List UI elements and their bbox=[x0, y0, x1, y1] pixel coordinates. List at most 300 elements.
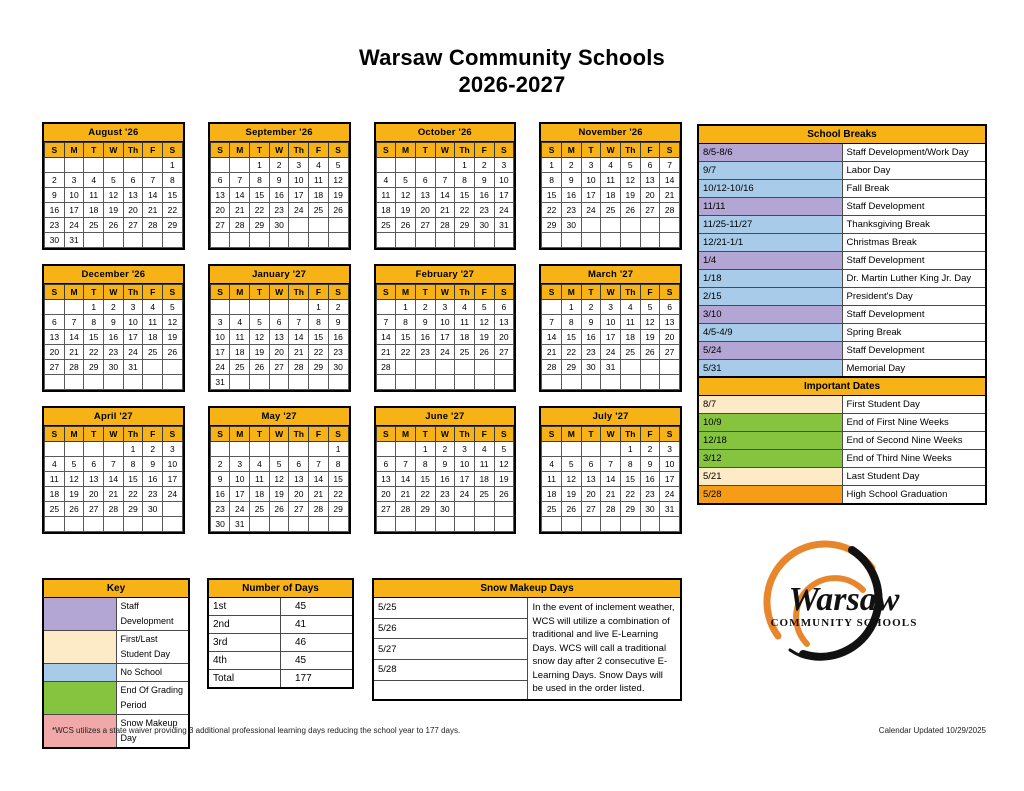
day-cell-empty bbox=[640, 218, 660, 233]
table-row bbox=[698, 432, 986, 450]
day-cell: 27 bbox=[210, 218, 230, 233]
week-row bbox=[210, 315, 348, 330]
key-label: Snow Makeup Day bbox=[116, 715, 189, 749]
days-period-label: 1st bbox=[208, 598, 281, 616]
day-cell-empty bbox=[104, 442, 124, 457]
day-cell-empty bbox=[561, 375, 581, 390]
day-cell: 13 bbox=[289, 472, 309, 487]
weekday-header-1: M bbox=[230, 285, 250, 300]
day-cell: 17 bbox=[210, 345, 230, 360]
weekday-header-2: T bbox=[581, 285, 601, 300]
day-cell: 2 bbox=[143, 442, 163, 457]
day-cell: 3 bbox=[289, 158, 309, 173]
day-cell-empty bbox=[640, 360, 660, 375]
day-cell: 7 bbox=[660, 158, 680, 173]
day-cell: 27 bbox=[660, 345, 680, 360]
day-cell: 18 bbox=[620, 330, 640, 345]
weekday-header-3: W bbox=[269, 427, 289, 442]
day-cell-empty bbox=[376, 233, 396, 248]
weekday-header-0: S bbox=[376, 285, 396, 300]
day-cell: 8 bbox=[250, 173, 270, 188]
weekday-header-2: T bbox=[581, 143, 601, 158]
week-row bbox=[45, 218, 183, 233]
day-cell-empty bbox=[104, 158, 124, 173]
day-cell: 24 bbox=[581, 203, 601, 218]
key-legend-table bbox=[42, 578, 190, 749]
day-cell: 16 bbox=[435, 472, 455, 487]
weekday-header-3: W bbox=[435, 285, 455, 300]
day-cell: 8 bbox=[396, 315, 416, 330]
day-cell: 4 bbox=[376, 173, 396, 188]
day-cell-empty bbox=[601, 375, 621, 390]
day-cell: 3 bbox=[601, 300, 621, 315]
day-cell: 12 bbox=[104, 188, 124, 203]
key-row bbox=[43, 664, 189, 682]
day-cell: 6 bbox=[269, 315, 289, 330]
important-dates-body bbox=[698, 396, 986, 505]
day-cell: 18 bbox=[143, 330, 163, 345]
day-cell: 13 bbox=[269, 330, 289, 345]
month-title: February '27 bbox=[376, 266, 515, 284]
day-cell-empty bbox=[84, 233, 104, 248]
week-row bbox=[542, 442, 680, 457]
weekday-header-3: W bbox=[104, 143, 124, 158]
day-cell: 17 bbox=[123, 330, 143, 345]
day-cell: 1 bbox=[250, 158, 270, 173]
day-cell-empty bbox=[328, 375, 348, 390]
month-title: June '27 bbox=[376, 408, 515, 426]
week-row bbox=[542, 203, 680, 218]
day-cell: 30 bbox=[435, 502, 455, 517]
day-cell-empty bbox=[230, 442, 250, 457]
day-cell-empty bbox=[494, 375, 514, 390]
school-break-date: 11/11 bbox=[698, 198, 842, 216]
school-break-date: 9/7 bbox=[698, 162, 842, 180]
school-break-label: Staff Development/Work Day bbox=[842, 144, 986, 162]
day-cell: 19 bbox=[640, 330, 660, 345]
day-cell-empty bbox=[250, 517, 270, 532]
day-cell: 31 bbox=[494, 218, 514, 233]
day-cell: 16 bbox=[328, 330, 348, 345]
day-cell: 27 bbox=[494, 345, 514, 360]
day-cell: 25 bbox=[250, 502, 270, 517]
day-cell: 22 bbox=[123, 487, 143, 502]
day-cell: 10 bbox=[455, 457, 475, 472]
important-date-value: 8/7 bbox=[698, 396, 842, 414]
table-row bbox=[698, 288, 986, 306]
table-row bbox=[698, 342, 986, 360]
day-cell-empty bbox=[328, 218, 348, 233]
day-cell: 5 bbox=[163, 300, 183, 315]
day-cell: 17 bbox=[581, 188, 601, 203]
day-cell: 26 bbox=[163, 345, 183, 360]
day-cell: 22 bbox=[542, 203, 562, 218]
weekday-header-6: S bbox=[494, 285, 514, 300]
week-row bbox=[210, 457, 348, 472]
day-cell: 20 bbox=[376, 487, 396, 502]
day-cell: 29 bbox=[415, 502, 435, 517]
day-cell: 3 bbox=[660, 442, 680, 457]
day-cell: 23 bbox=[210, 502, 230, 517]
weekday-header-2: T bbox=[84, 285, 104, 300]
week-row bbox=[45, 517, 183, 532]
day-cell-empty bbox=[415, 360, 435, 375]
day-cell: 10 bbox=[601, 315, 621, 330]
month-september26 bbox=[208, 122, 351, 250]
day-cell: 22 bbox=[561, 345, 581, 360]
day-cell-empty bbox=[269, 375, 289, 390]
day-cell: 30 bbox=[328, 360, 348, 375]
week-row bbox=[45, 502, 183, 517]
table-row bbox=[698, 234, 986, 252]
day-cell: 2 bbox=[104, 300, 124, 315]
day-cell: 6 bbox=[494, 300, 514, 315]
snow-makeup-date: 5/27 bbox=[373, 639, 527, 660]
day-cell: 12 bbox=[269, 472, 289, 487]
table-row bbox=[698, 486, 986, 505]
day-cell-empty bbox=[494, 233, 514, 248]
day-cell: 1 bbox=[620, 442, 640, 457]
days-row bbox=[208, 598, 353, 616]
important-date-value: 5/21 bbox=[698, 468, 842, 486]
day-cell: 3 bbox=[435, 300, 455, 315]
day-cell: 20 bbox=[210, 203, 230, 218]
day-cell: 19 bbox=[64, 487, 84, 502]
day-cell: 27 bbox=[581, 502, 601, 517]
key-label: No School bbox=[116, 664, 189, 682]
month-title: November '26 bbox=[541, 124, 680, 142]
day-cell-empty bbox=[455, 233, 475, 248]
week-row bbox=[45, 188, 183, 203]
day-cell: 27 bbox=[84, 502, 104, 517]
week-row bbox=[542, 330, 680, 345]
school-break-label: President's Day bbox=[842, 288, 986, 306]
day-cell-empty bbox=[435, 375, 455, 390]
day-cell: 30 bbox=[210, 517, 230, 532]
day-cell: 21 bbox=[309, 487, 329, 502]
number-of-days-table bbox=[207, 578, 354, 689]
logo-svg bbox=[760, 528, 930, 678]
day-cell: 2 bbox=[640, 442, 660, 457]
day-cell: 19 bbox=[328, 188, 348, 203]
weekday-header-6: S bbox=[163, 143, 183, 158]
day-cell: 18 bbox=[309, 188, 329, 203]
day-cell-empty bbox=[474, 517, 494, 532]
day-cell: 5 bbox=[561, 457, 581, 472]
day-cell-empty bbox=[620, 517, 640, 532]
day-cell-empty bbox=[494, 502, 514, 517]
day-cell: 13 bbox=[660, 315, 680, 330]
week-row bbox=[376, 487, 514, 502]
day-cell: 16 bbox=[640, 472, 660, 487]
month-march27 bbox=[539, 264, 682, 392]
day-cell: 15 bbox=[123, 472, 143, 487]
day-cell: 22 bbox=[250, 203, 270, 218]
weekday-header-4: Th bbox=[289, 285, 309, 300]
day-cell: 1 bbox=[542, 158, 562, 173]
day-cell-empty bbox=[269, 517, 289, 532]
day-cell-empty bbox=[620, 375, 640, 390]
day-cell: 25 bbox=[143, 345, 163, 360]
day-cell: 29 bbox=[620, 502, 640, 517]
day-cell-empty bbox=[620, 360, 640, 375]
weekday-header-1: M bbox=[561, 143, 581, 158]
week-row bbox=[210, 218, 348, 233]
day-cell: 18 bbox=[230, 345, 250, 360]
day-cell: 17 bbox=[64, 203, 84, 218]
day-cell: 26 bbox=[640, 345, 660, 360]
day-cell: 27 bbox=[289, 502, 309, 517]
day-cell: 16 bbox=[210, 487, 230, 502]
day-cell: 1 bbox=[123, 442, 143, 457]
day-cell: 13 bbox=[640, 173, 660, 188]
weekday-header-0: S bbox=[542, 285, 562, 300]
day-cell: 16 bbox=[143, 472, 163, 487]
day-cell: 3 bbox=[163, 442, 183, 457]
school-break-date: 1/4 bbox=[698, 252, 842, 270]
day-cell: 19 bbox=[474, 330, 494, 345]
days-row bbox=[208, 652, 353, 670]
day-cell: 4 bbox=[250, 457, 270, 472]
day-cell-empty bbox=[376, 375, 396, 390]
week-row bbox=[45, 300, 183, 315]
day-cell: 24 bbox=[123, 345, 143, 360]
day-cell: 26 bbox=[269, 502, 289, 517]
day-cell: 16 bbox=[45, 203, 65, 218]
day-cell: 12 bbox=[163, 315, 183, 330]
day-cell: 19 bbox=[163, 330, 183, 345]
day-cell: 11 bbox=[143, 315, 163, 330]
day-cell: 2 bbox=[269, 158, 289, 173]
week-row bbox=[542, 300, 680, 315]
day-cell: 13 bbox=[415, 188, 435, 203]
key-row bbox=[43, 682, 189, 715]
week-row bbox=[210, 487, 348, 502]
day-cell: 6 bbox=[84, 457, 104, 472]
day-cell: 12 bbox=[396, 188, 416, 203]
logo-wordmark: Warsaw bbox=[788, 581, 900, 618]
day-cell: 6 bbox=[581, 457, 601, 472]
day-cell: 23 bbox=[415, 345, 435, 360]
day-cell: 15 bbox=[415, 472, 435, 487]
day-cell: 22 bbox=[328, 487, 348, 502]
week-row bbox=[376, 203, 514, 218]
month-august26 bbox=[42, 122, 185, 250]
month-june27 bbox=[374, 406, 517, 534]
day-cell: 29 bbox=[84, 360, 104, 375]
day-cell: 14 bbox=[542, 330, 562, 345]
day-cell: 20 bbox=[494, 330, 514, 345]
day-cell-empty bbox=[64, 375, 84, 390]
day-cell-empty bbox=[396, 442, 416, 457]
week-row bbox=[376, 188, 514, 203]
day-cell-empty bbox=[123, 233, 143, 248]
weekday-header-2: T bbox=[250, 285, 270, 300]
day-cell-empty bbox=[474, 502, 494, 517]
table-row bbox=[698, 450, 986, 468]
month-july27 bbox=[539, 406, 682, 534]
day-cell-empty bbox=[581, 375, 601, 390]
important-date-label: First Student Day bbox=[842, 396, 986, 414]
month-title: December '26 bbox=[44, 266, 183, 284]
day-cell: 19 bbox=[269, 487, 289, 502]
week-row bbox=[45, 360, 183, 375]
weekday-header-0: S bbox=[376, 143, 396, 158]
key-label: Staff Development bbox=[116, 598, 189, 631]
day-cell: 8 bbox=[455, 173, 475, 188]
day-cell: 14 bbox=[601, 472, 621, 487]
day-cell: 22 bbox=[455, 203, 475, 218]
weekday-header-4: Th bbox=[123, 143, 143, 158]
day-cell-empty bbox=[561, 233, 581, 248]
day-cell: 4 bbox=[143, 300, 163, 315]
page-title bbox=[0, 0, 1024, 98]
day-cell: 13 bbox=[376, 472, 396, 487]
day-cell: 22 bbox=[396, 345, 416, 360]
key-label: First/Last Student Day bbox=[116, 631, 189, 664]
day-cell: 29 bbox=[250, 218, 270, 233]
school-break-label: Staff Development bbox=[842, 252, 986, 270]
day-cell: 26 bbox=[328, 203, 348, 218]
day-cell: 9 bbox=[415, 315, 435, 330]
month-row bbox=[42, 122, 682, 250]
week-row bbox=[210, 330, 348, 345]
day-cell: 26 bbox=[104, 218, 124, 233]
day-cell: 27 bbox=[640, 203, 660, 218]
weekday-header-3: W bbox=[104, 285, 124, 300]
days-period-value: 41 bbox=[281, 616, 354, 634]
week-row bbox=[210, 203, 348, 218]
week-row bbox=[542, 517, 680, 532]
day-cell-empty bbox=[396, 517, 416, 532]
month-row bbox=[42, 406, 682, 534]
days-period-label: 3rd bbox=[208, 634, 281, 652]
day-cell: 20 bbox=[123, 203, 143, 218]
day-cell: 5 bbox=[640, 300, 660, 315]
weekday-header-3: W bbox=[269, 285, 289, 300]
key-color-swatch bbox=[43, 598, 116, 631]
important-date-value: 3/12 bbox=[698, 450, 842, 468]
day-cell: 25 bbox=[45, 502, 65, 517]
day-cell: 11 bbox=[84, 188, 104, 203]
day-cell: 30 bbox=[104, 360, 124, 375]
month-day-grid bbox=[376, 142, 515, 248]
day-cell-empty bbox=[123, 158, 143, 173]
day-cell: 9 bbox=[581, 315, 601, 330]
week-row bbox=[210, 233, 348, 248]
day-cell: 4 bbox=[45, 457, 65, 472]
day-cell: 1 bbox=[309, 300, 329, 315]
week-row bbox=[376, 360, 514, 375]
day-cell: 8 bbox=[123, 457, 143, 472]
day-cell-empty bbox=[640, 233, 660, 248]
weekday-header-1: M bbox=[230, 427, 250, 442]
day-cell-empty bbox=[328, 233, 348, 248]
day-cell: 28 bbox=[376, 360, 396, 375]
day-cell: 2 bbox=[581, 300, 601, 315]
month-day-grid bbox=[541, 426, 680, 532]
day-cell: 7 bbox=[396, 457, 416, 472]
day-cell: 28 bbox=[660, 203, 680, 218]
day-cell-empty bbox=[309, 218, 329, 233]
day-cell: 17 bbox=[435, 330, 455, 345]
day-cell: 3 bbox=[123, 300, 143, 315]
day-cell: 19 bbox=[494, 472, 514, 487]
day-cell: 23 bbox=[640, 487, 660, 502]
day-cell: 15 bbox=[250, 188, 270, 203]
key-color-swatch bbox=[43, 631, 116, 664]
day-cell: 9 bbox=[328, 315, 348, 330]
weekday-header-3: W bbox=[601, 427, 621, 442]
day-cell-empty bbox=[45, 300, 65, 315]
day-cell-empty bbox=[561, 517, 581, 532]
school-breaks-body bbox=[698, 144, 986, 379]
day-cell-empty bbox=[660, 233, 680, 248]
snow-makeup-body bbox=[373, 598, 681, 700]
day-cell: 26 bbox=[64, 502, 84, 517]
day-cell: 3 bbox=[210, 315, 230, 330]
day-cell-empty bbox=[581, 442, 601, 457]
weekday-header-1: M bbox=[64, 143, 84, 158]
weekday-header-0: S bbox=[45, 285, 65, 300]
week-row bbox=[45, 487, 183, 502]
day-cell-empty bbox=[269, 233, 289, 248]
day-cell-empty bbox=[474, 375, 494, 390]
day-cell: 11 bbox=[309, 173, 329, 188]
day-cell: 9 bbox=[210, 472, 230, 487]
day-cell-empty bbox=[230, 233, 250, 248]
days-period-value: 177 bbox=[281, 670, 354, 689]
day-cell: 8 bbox=[620, 457, 640, 472]
day-cell: 8 bbox=[163, 173, 183, 188]
day-cell: 24 bbox=[494, 203, 514, 218]
table-row bbox=[698, 414, 986, 432]
week-row bbox=[210, 502, 348, 517]
school-break-date: 1/18 bbox=[698, 270, 842, 288]
day-cell: 7 bbox=[376, 315, 396, 330]
day-cell: 13 bbox=[123, 188, 143, 203]
key-color-swatch bbox=[43, 682, 116, 715]
snow-makeup-title: Snow Makeup Days bbox=[373, 579, 681, 598]
weekday-header-6: S bbox=[494, 427, 514, 442]
day-cell: 16 bbox=[104, 330, 124, 345]
weekday-header-4: Th bbox=[620, 143, 640, 158]
day-cell-empty bbox=[415, 375, 435, 390]
weekday-header-1: M bbox=[396, 285, 416, 300]
day-cell: 23 bbox=[581, 345, 601, 360]
day-cell: 30 bbox=[143, 502, 163, 517]
day-cell: 21 bbox=[64, 345, 84, 360]
day-cell: 6 bbox=[45, 315, 65, 330]
day-cell-empty bbox=[309, 375, 329, 390]
snow-row bbox=[373, 598, 681, 619]
day-cell: 18 bbox=[84, 203, 104, 218]
day-cell: 27 bbox=[45, 360, 65, 375]
day-cell-empty bbox=[230, 300, 250, 315]
weekday-header-0: S bbox=[45, 427, 65, 442]
day-cell: 5 bbox=[474, 300, 494, 315]
day-cell-empty bbox=[84, 158, 104, 173]
weekday-header-2: T bbox=[415, 427, 435, 442]
day-cell-empty bbox=[561, 442, 581, 457]
day-cell-empty bbox=[309, 517, 329, 532]
key-color-swatch bbox=[43, 664, 116, 682]
day-cell: 30 bbox=[561, 218, 581, 233]
weekday-header-4: Th bbox=[455, 285, 475, 300]
day-cell: 18 bbox=[45, 487, 65, 502]
footer-note-waiver: *WCS utilizes a state waiver providing 3 additional professional learning days reducing the school year to 177 days. bbox=[52, 726, 461, 735]
weekday-header-1: M bbox=[561, 285, 581, 300]
